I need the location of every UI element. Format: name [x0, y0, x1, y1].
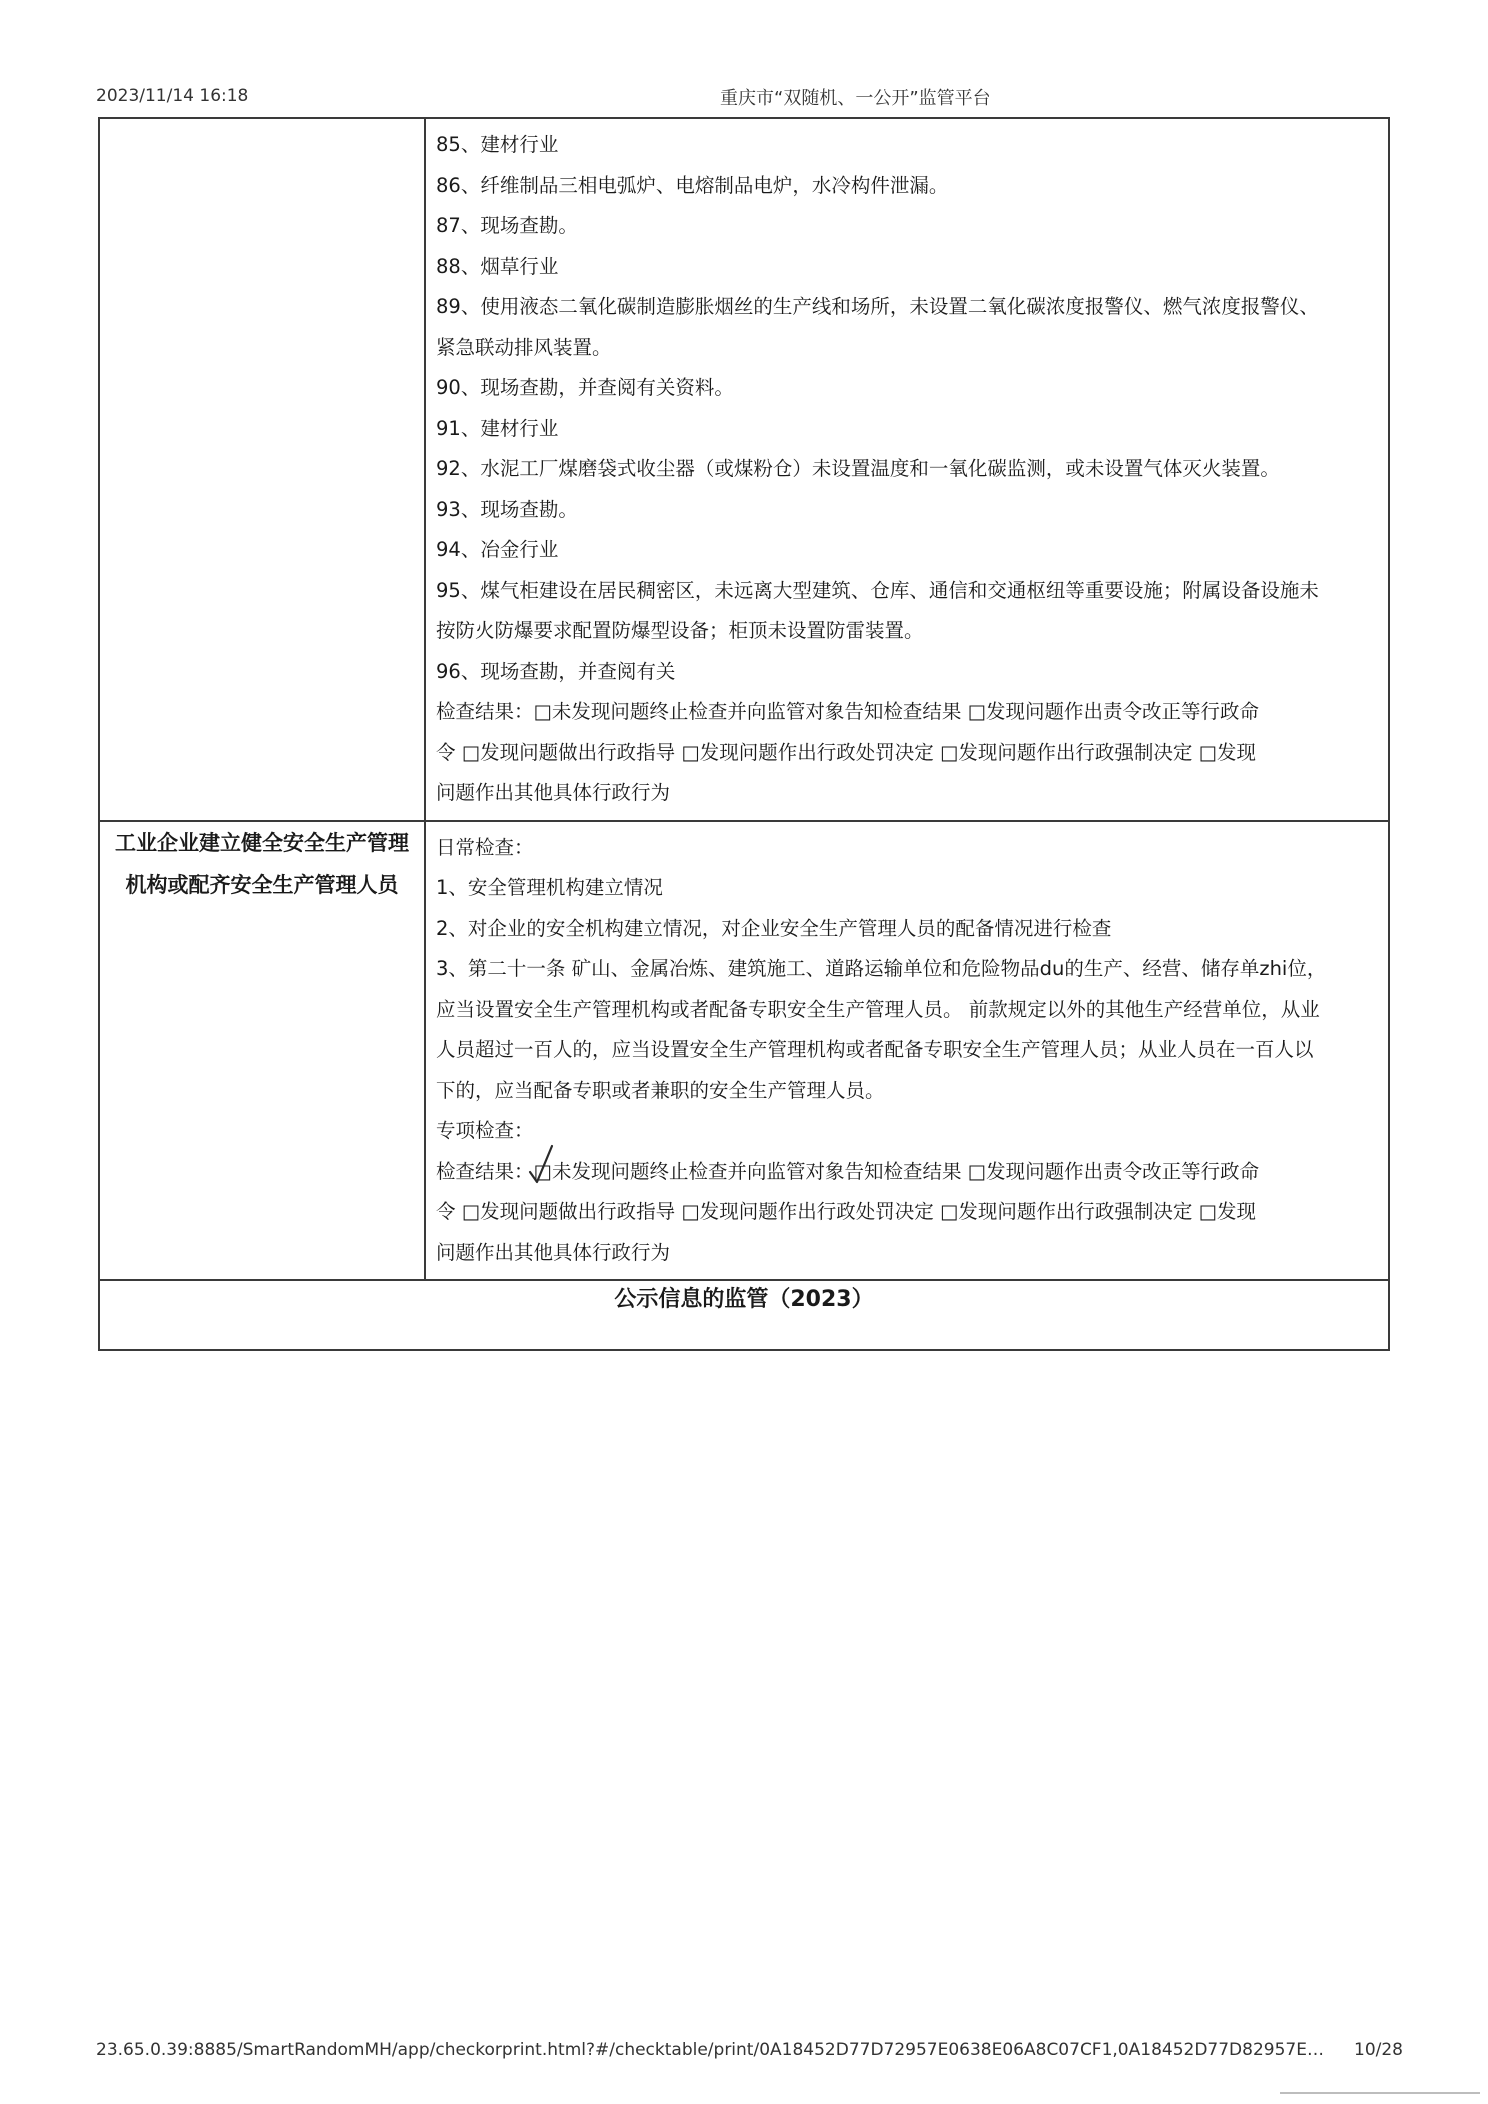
page-number: 10/28	[1354, 2040, 1403, 2060]
list-item: 88、烟草行业	[436, 254, 559, 278]
list-item: 89、使用液态二氧化碳制造膨胀烟丝的生产线和场所，未设置二氧化碳浓度报警仪、燃气浓度报警仪、	[436, 295, 1319, 318]
list-item: 2、对企业的安全机构建立情况，对企业安全生产管理人员的配备情况进行检查	[436, 916, 1112, 940]
check-result-prefix: 检查结果：	[436, 1159, 534, 1183]
inspection-table	[98, 117, 1390, 1351]
list-item: 85、建材行业	[436, 133, 559, 156]
check-result-line	[436, 1152, 1380, 1193]
check-result-line: 令 □发现问题做出行政指导 □发现问题作出行政处罚决定 □发现问题作出行政强制决定 □发现	[436, 740, 1256, 764]
list-item: 90、现场查勘，并查阅有关资料。	[436, 376, 734, 399]
list-item: 紧急联动排风装置。	[436, 335, 612, 359]
empty-label-cell	[99, 118, 425, 821]
list-item: 86、纤维制品三相电弧炉、电熔制品电炉，水冷构件泄漏。	[436, 173, 949, 197]
list-item: 96、现场查勘，并查阅有关	[436, 659, 676, 683]
table-row	[99, 821, 1389, 1281]
list-item: 87、现场查勘。	[436, 214, 578, 237]
check-result-line: 问题作出其他具体行政行为	[436, 1240, 671, 1264]
list-item: 3、第二十一条 矿山、金属冶炼、建筑施工、道路运输单位和危险物品du的生产、经营、储存单zhi位，	[436, 957, 1327, 980]
list-item: 1、安全管理机构建立情况	[436, 876, 663, 899]
list-item: 91、建材行业	[436, 416, 559, 440]
print-timestamp: 2023/11/14 16:18	[96, 86, 249, 106]
list-item: 按防火防爆要求配置防爆型设备；柜顶未设置防雷装置。	[436, 619, 924, 642]
check-result-option: □未发现问题终止检查并向监管对象告知检查结果 □发现问题作出责令改正等行政命	[533, 1159, 1260, 1183]
item-label-cell	[99, 821, 425, 1281]
check-result-line: 问题作出其他具体行政行为	[436, 781, 671, 804]
scan-artifact-line	[1280, 2092, 1480, 2094]
list-item: 人员超过一百人的，应当设置安全生产管理机构或者配备专职安全生产管理人员；从业人员在一百人以	[436, 1038, 1314, 1061]
table-row	[99, 1280, 1389, 1350]
list-item: 92、水泥工厂煤磨袋式收尘器（或煤粉仓）未设置温度和一氧化碳监测，或未设置气体灭火装置。	[436, 457, 1280, 480]
list-item: 94、冶金行业	[436, 538, 559, 561]
list-item: 95、煤气柜建设在居民稠密区，未远离大型建筑、仓库、通信和交通枢纽等重要设施；附属设备设施未	[436, 578, 1319, 602]
page-url: 23.65.0.39:8885/SmartRandomMH/app/checkorprint.html?#/checktable/print/0A18452D77D72957E0638E06A8C07CF1,0A18452D77D82957E…	[96, 2040, 1324, 2060]
section-heading-cell	[99, 1280, 1389, 1350]
list-item: 应当设置安全生产管理机构或者配备专职安全生产管理人员。 前款规定以外的其他生产经营单位，从业	[436, 997, 1320, 1021]
check-result-line: 检查结果：□未发现问题终止检查并向监管对象告知检查结果 □发现问题作出责令改正等行政命	[436, 700, 1260, 723]
item-label: 工业企业建立健全安全生产管理机构或配齐安全生产管理人员	[115, 830, 409, 897]
list-item: 专项检查：	[436, 1119, 534, 1142]
list-item: 日常检查：	[436, 835, 534, 859]
list-item: 93、现场查勘。	[436, 497, 578, 521]
platform-title: 重庆市“双随机、一公开”监管平台	[720, 88, 991, 109]
section-title: 公示信息的监管（2023）	[614, 1287, 874, 1312]
list-item: 下的，应当配备专职或者兼职的安全生产管理人员。	[436, 1078, 885, 1102]
inspection-items-cell	[425, 821, 1389, 1281]
table-row	[99, 118, 1389, 821]
check-result-line: 令 □发现问题做出行政指导 □发现问题作出行政处罚决定 □发现问题作出行政强制决定 □发现	[436, 1200, 1256, 1223]
inspection-items-cell	[425, 118, 1389, 821]
